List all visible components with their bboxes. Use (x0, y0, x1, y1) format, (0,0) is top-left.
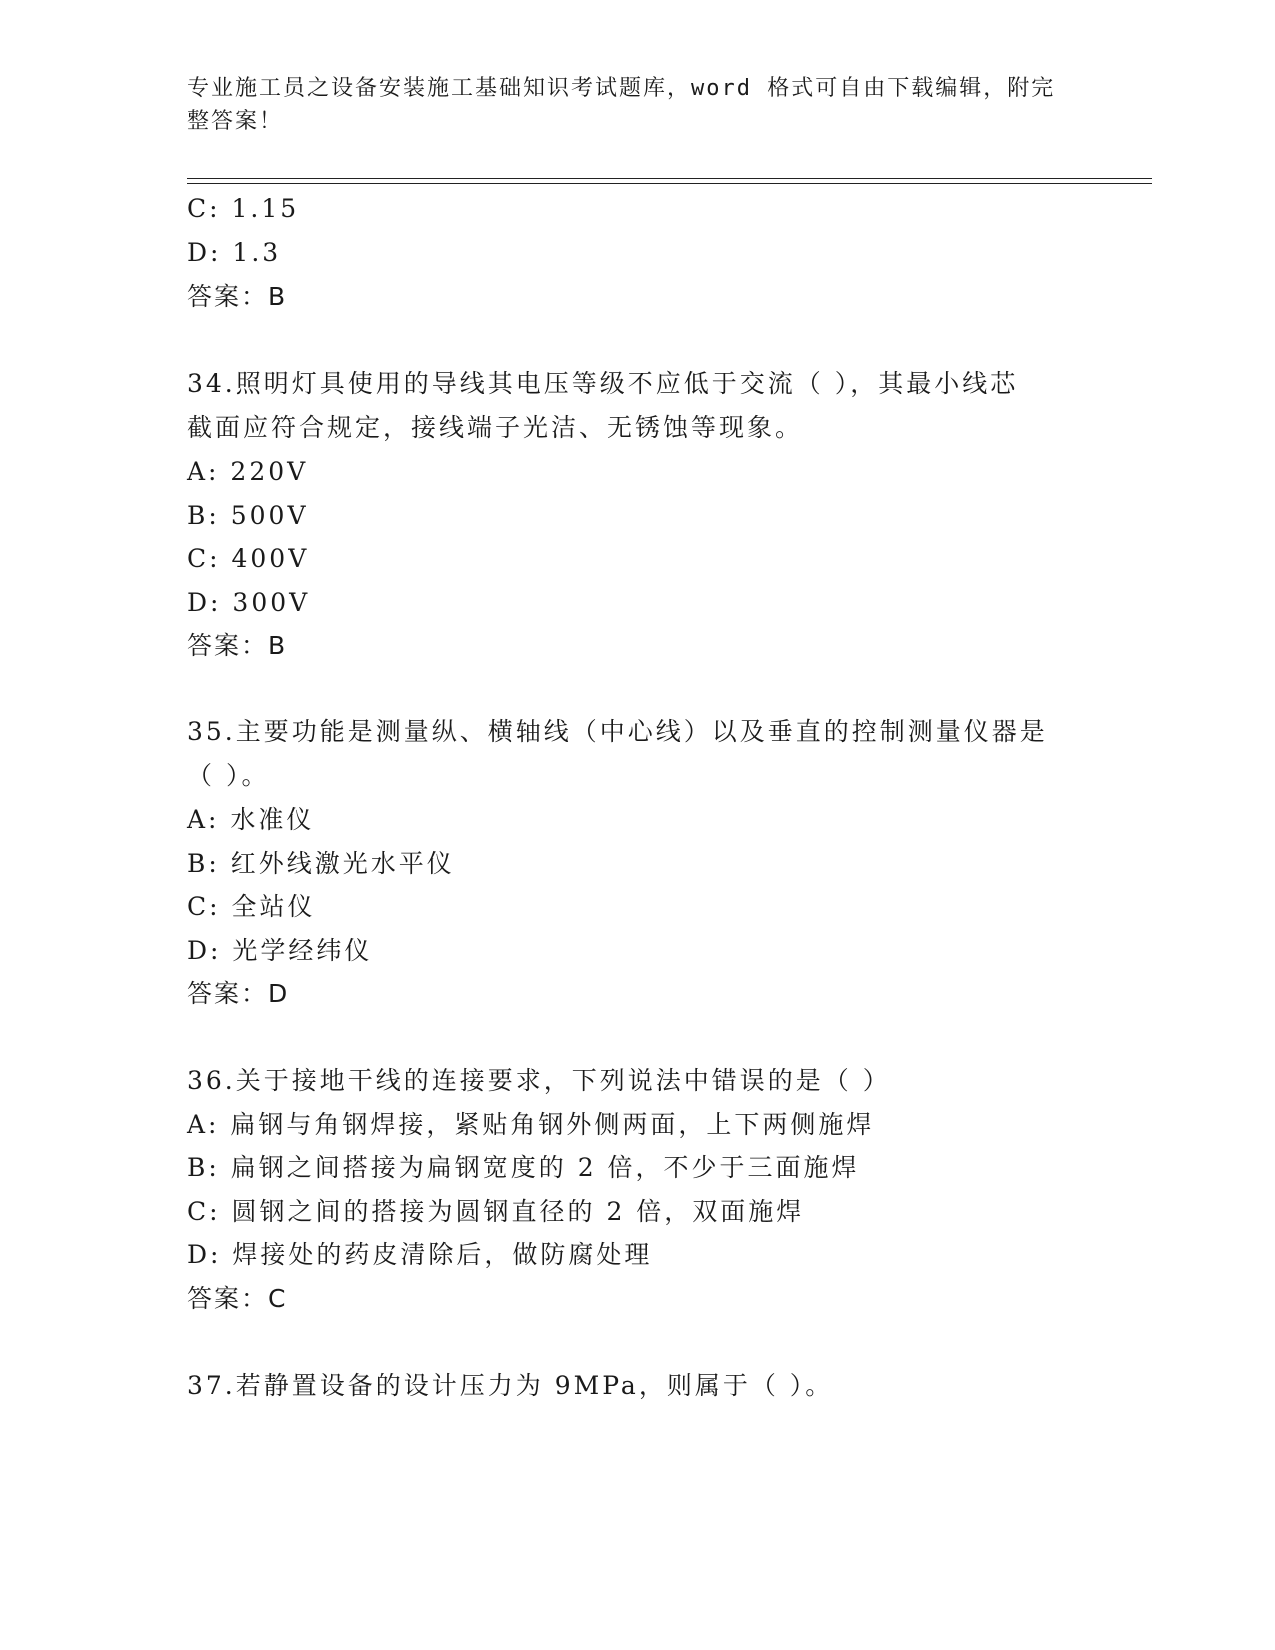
q34-answer: 答案：B (187, 631, 288, 660)
q37-stem-line-1: 37.若静置设备的设计压力为 9MPa，则属于（ ）。 (187, 1371, 834, 1400)
q35-option-b: B: 红外线激光水平仪 (187, 849, 455, 878)
q36-option-d: D: 焊接处的药皮清除后，做防腐处理 (187, 1240, 653, 1269)
q36-answer: 答案：C (187, 1284, 288, 1313)
q35-option-d: D: 光学经纬仪 (187, 936, 373, 965)
page-header (187, 72, 1067, 138)
q34-stem-line-2: 截面应符合规定，接线端子光洁、无锈蚀等现象。 (187, 413, 804, 442)
q36-option-c: C: 圆钢之间的搭接为圆钢直径的 2 倍，双面施焊 (187, 1197, 805, 1226)
q36-option-a: A: 扁钢与角钢焊接，紧贴角钢外侧两面，上下两侧施焊 (187, 1110, 875, 1139)
q36-stem-line-1: 36.关于接地干线的连接要求，下列说法中错误的是（ ） (187, 1066, 891, 1095)
q33-option-c: C: 1.15 (187, 194, 300, 223)
q35-option-a: A: 水准仪 (187, 805, 315, 834)
q34-option-a: A: 220V (187, 457, 309, 486)
q33-option-d: D: 1.3 (187, 238, 282, 267)
header-line-1: 专业施工员之设备安装施工基础知识考试题库，word 格式可自由下载编辑，附完 (187, 76, 1056, 101)
q35-option-c: C: 全站仪 (187, 892, 316, 921)
q33-answer: 答案：B (187, 282, 288, 311)
q36-option-b: B: 扁钢之间搭接为扁钢宽度的 2 倍，不少于三面施焊 (187, 1153, 860, 1182)
q35-stem-line-1: 35.主要功能是测量纵、横轴线（中心线）以及垂直的控制测量仪器是 (187, 717, 1048, 746)
q34-stem-line-1: 34.照明灯具使用的导线其电压等级不应低于交流（ ），其最小线芯 (187, 369, 1019, 398)
q34-option-b: B: 500V (187, 501, 309, 530)
header-rule-bottom (187, 183, 1152, 184)
header-rule-top (187, 178, 1152, 179)
q35-stem-line-2: （ ）。 (187, 761, 270, 790)
q34-option-c: C: 400V (187, 544, 310, 573)
header-line-2: 整答案！ (187, 109, 284, 134)
q35-answer: 答案：D (187, 979, 290, 1008)
q34-option-d: D: 300V (187, 588, 311, 617)
